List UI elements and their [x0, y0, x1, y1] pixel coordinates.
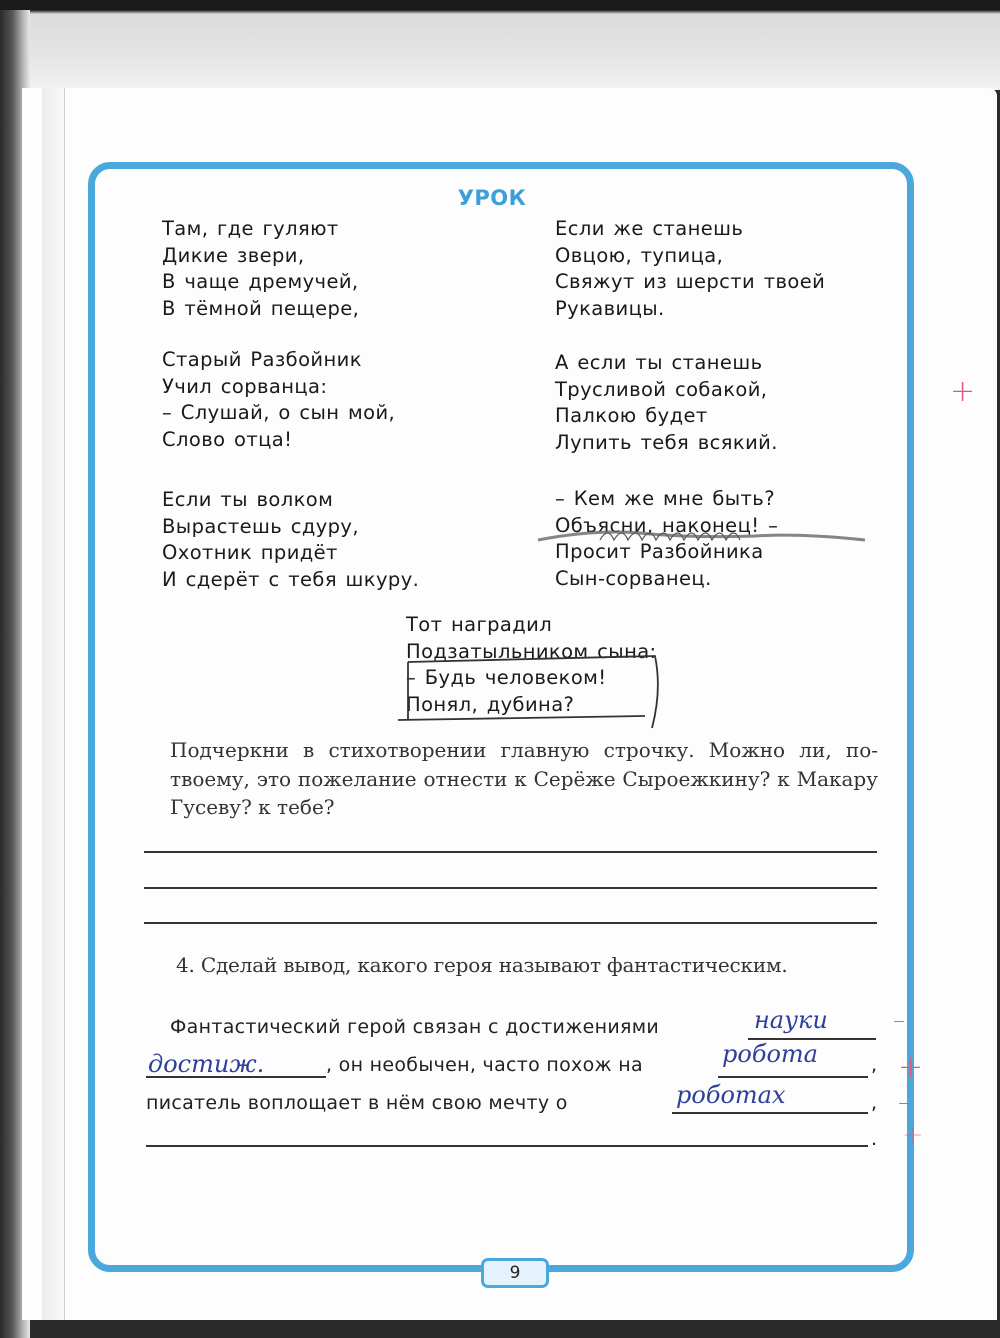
lesson-title: УРОК	[457, 186, 527, 210]
poem-line: Трусливой собакой,	[555, 377, 768, 401]
comma: ,	[871, 1054, 878, 1076]
poem-line: В тёмной пещере,	[162, 296, 360, 320]
poem-line: Лупить тебя всякий.	[555, 430, 778, 454]
poem-line: А если ты станешь	[555, 351, 763, 374]
teacher-plus-mark: +	[902, 1120, 924, 1150]
poem-line: В чаще дремучей,	[162, 270, 359, 293]
poem-line: Учил сорванца:	[162, 374, 328, 398]
scan-background-top	[0, 0, 1000, 90]
poem-line: Там, где гуляют	[162, 217, 339, 240]
teacher-minus-mark: –	[898, 1088, 910, 1116]
poem-line: – Кем же мне быть?	[555, 487, 775, 510]
answer-line-1[interactable]	[144, 851, 877, 853]
blank-3[interactable]	[672, 1112, 868, 1114]
fill-line3-prefix: писатель воплощает в нём свою мечту о	[146, 1092, 568, 1114]
handwritten-answer-3: роботах	[676, 1081, 786, 1109]
poem-line: Рукавицы.	[555, 296, 665, 320]
poem-line: И сдерёт с тебя шкуру.	[162, 567, 420, 591]
poem-stanza-6	[555, 486, 778, 592]
teacher-plus-mark: +	[898, 1050, 924, 1085]
handwritten-answer-1: науки	[754, 1006, 828, 1034]
poem-line: Слово отца!	[162, 427, 293, 451]
poem-line: Вырастешь сдуру,	[162, 514, 359, 538]
handwritten-answer-1b: достиж.	[148, 1050, 265, 1078]
period: .	[871, 1128, 878, 1150]
poem-line: Просит Разбойника	[555, 540, 764, 563]
poem-stanza-7	[406, 612, 657, 718]
poem-line: Палкою будет	[555, 404, 708, 427]
poem-stanza-4	[555, 350, 778, 456]
poem-line-main: – Будь человеком!	[406, 666, 607, 689]
poem-line: – Слушай, о сын мой,	[162, 401, 396, 424]
answer-line-3[interactable]	[144, 922, 877, 924]
poem-line: Подзатыльником сына:	[406, 639, 657, 663]
task4-heading: 4. Сделай вывод, какого героя называют фантастическим.	[176, 953, 788, 977]
fill-line1-prefix: Фантастический герой связан с достижениями	[170, 1016, 659, 1038]
poem-stanza-5	[162, 487, 419, 593]
poem-line: Овцою, тупица,	[555, 243, 724, 267]
poem-stanza-3	[162, 347, 395, 453]
poem-line: Старый Разбойник	[162, 348, 362, 371]
comma: ,	[871, 1092, 878, 1114]
poem-line: Если ты волком	[162, 488, 334, 511]
teacher-plus-mark: +	[950, 374, 976, 409]
teacher-minus-mark: –	[893, 1006, 905, 1034]
blank-4[interactable]	[146, 1145, 868, 1147]
blank-2[interactable]	[718, 1076, 868, 1078]
poem-line: Если же станешь	[555, 217, 744, 240]
poem-line: Охотник придёт	[162, 541, 338, 564]
poem-line: Свяжут из шерсти твоей	[555, 270, 826, 293]
poem-stanza-2	[555, 216, 825, 322]
poem-stanza-1	[162, 216, 359, 322]
fill-line2-middle: , он необычен, часто похож на	[326, 1054, 643, 1076]
question-text: Подчеркни в стихотворении главную строчку. Можно ли, по-твоему, это пожелание отнести к Серёже Сыроежкину? к Макару Гусеву? к тебе?	[170, 738, 878, 819]
handwritten-answer-2: робота	[722, 1040, 818, 1068]
page-fold	[42, 88, 65, 1320]
poem-line: Объясни, наконец! –	[555, 513, 779, 537]
poem-line-main: Понял, дубина?	[406, 692, 575, 716]
answer-line-2[interactable]	[144, 887, 877, 889]
poem-line: Дикие звери,	[162, 243, 305, 267]
poem-line: Сын-сорванец.	[555, 566, 712, 590]
page-number: 9	[481, 1258, 549, 1288]
poem-line: Тот наградил	[406, 613, 553, 636]
